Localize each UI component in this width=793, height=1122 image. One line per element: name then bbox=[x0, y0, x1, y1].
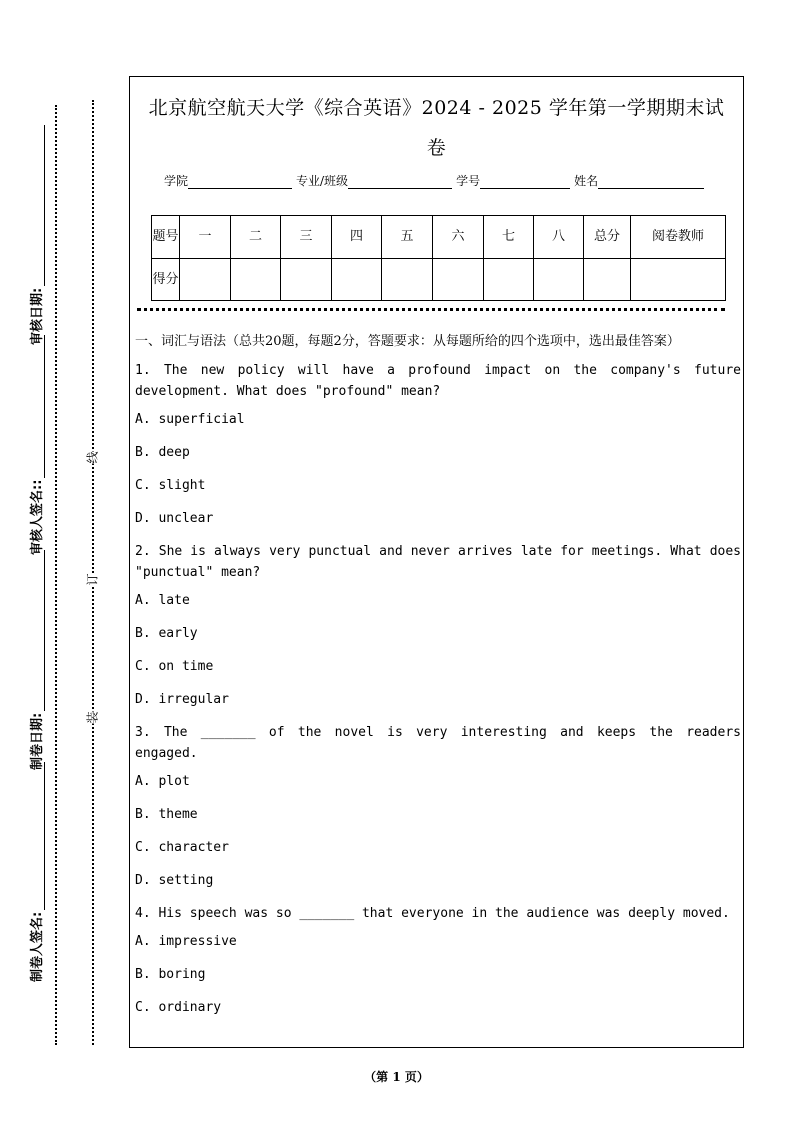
q2-option-a: A. late bbox=[135, 593, 190, 608]
page-title bbox=[130, 88, 743, 168]
question-4: 4. His speech was so _______ that everyone in the audience was deeply moved. bbox=[135, 906, 730, 921]
q1-option-a: A. superficial bbox=[135, 412, 245, 427]
score-cell[interactable] bbox=[433, 258, 484, 301]
score-label: 得分 bbox=[152, 258, 180, 301]
question-2: 2. She is always very punctual and never arrives late for meetings. What does "punctual" mean? bbox=[135, 544, 741, 580]
score-table-score-row bbox=[152, 258, 726, 301]
prepare-date-label: 制卷日期: bbox=[30, 712, 45, 770]
student-info-row bbox=[164, 172, 724, 189]
section-divider bbox=[137, 308, 725, 311]
q1-option-c: C. slight bbox=[135, 478, 206, 493]
reviewer-signature-field[interactable] bbox=[28, 335, 48, 555]
col-4: 四 bbox=[332, 216, 382, 259]
col-6: 六 bbox=[433, 216, 484, 259]
reviewer-signature-label: 审核人签名:: bbox=[30, 479, 45, 555]
col-2: 二 bbox=[231, 216, 281, 259]
q2-option-d: D. irregular bbox=[135, 692, 229, 707]
prepare-date-line[interactable] bbox=[32, 550, 45, 711]
question-number-label: 题号 bbox=[152, 216, 180, 259]
name-blank[interactable] bbox=[598, 174, 704, 189]
q1-option-d: D. unclear bbox=[135, 511, 214, 526]
score-cell[interactable] bbox=[231, 258, 281, 301]
major-class-blank[interactable] bbox=[348, 174, 452, 189]
col-total: 总分 bbox=[584, 216, 631, 259]
score-cell-grader[interactable] bbox=[631, 258, 726, 301]
score-cell[interactable] bbox=[332, 258, 382, 301]
score-table-header-row bbox=[152, 216, 726, 259]
name-label: 姓名 bbox=[574, 174, 599, 188]
page-number: （第 1 页） bbox=[364, 1070, 429, 1084]
col-1: 一 bbox=[180, 216, 231, 259]
preparer-signature-field[interactable] bbox=[28, 762, 48, 982]
question-3: 3. The _______ of the novel is very interesting and keeps the readers engaged. bbox=[135, 725, 741, 761]
review-date-line[interactable] bbox=[32, 125, 45, 286]
q1-option-b: B. deep bbox=[135, 445, 190, 460]
exam-content bbox=[135, 331, 741, 1030]
q4-option-a: A. impressive bbox=[135, 934, 237, 949]
score-cell-total[interactable] bbox=[584, 258, 631, 301]
prepare-date-field[interactable] bbox=[28, 550, 48, 770]
review-date-field[interactable] bbox=[28, 125, 48, 345]
col-8: 八 bbox=[534, 216, 584, 259]
score-table bbox=[151, 215, 726, 301]
score-cell[interactable] bbox=[180, 258, 231, 301]
q3-option-a: A. plot bbox=[135, 774, 190, 789]
title-line-2: 卷 bbox=[426, 137, 447, 159]
bind-char-zhuang: 装 bbox=[83, 711, 102, 723]
score-cell[interactable] bbox=[382, 258, 433, 301]
review-date-label: 审核日期: bbox=[30, 287, 45, 345]
q3-option-c: C. character bbox=[135, 840, 229, 855]
college-label: 学院 bbox=[164, 174, 189, 188]
bind-char-xian: 线 bbox=[83, 451, 102, 463]
student-id-label: 学号 bbox=[456, 174, 481, 188]
q3-option-b: B. theme bbox=[135, 807, 198, 822]
score-cell[interactable] bbox=[484, 258, 534, 301]
college-blank[interactable] bbox=[188, 174, 292, 189]
q2-option-c: C. on time bbox=[135, 659, 214, 674]
q3-option-d: D. setting bbox=[135, 873, 214, 888]
section-1-heading: 一、词汇与语法（总共20题，每题2分，答题要求：从每题所给的四个选项中，选出最佳答案） bbox=[135, 334, 680, 349]
student-id-blank[interactable] bbox=[480, 174, 570, 189]
major-class-label: 专业/班级 bbox=[296, 174, 349, 188]
col-7: 七 bbox=[484, 216, 534, 259]
q4-option-c: C. ordinary bbox=[135, 1000, 222, 1015]
q2-option-b: B. early bbox=[135, 626, 198, 641]
preparer-signature-line[interactable] bbox=[32, 762, 45, 910]
bind-char-ding: 订 bbox=[83, 573, 102, 585]
col-grader: 阅卷教师 bbox=[631, 216, 726, 259]
q4-option-b: B. boring bbox=[135, 967, 206, 982]
col-5: 五 bbox=[382, 216, 433, 259]
score-cell[interactable] bbox=[534, 258, 584, 301]
question-1: 1. The new policy will have a profound impact on the company's future development. What does "profound" mean? bbox=[135, 363, 741, 399]
outer-dotted-line bbox=[55, 105, 57, 1045]
reviewer-signature-line[interactable] bbox=[32, 335, 45, 478]
score-cell[interactable] bbox=[281, 258, 332, 301]
col-3: 三 bbox=[281, 216, 332, 259]
preparer-signature-label: 制卷人签名: bbox=[30, 911, 45, 982]
title-line-1: 北京航空航天大学《综合英语》2024 - 2025 学年第一学期期末试 bbox=[148, 97, 725, 119]
